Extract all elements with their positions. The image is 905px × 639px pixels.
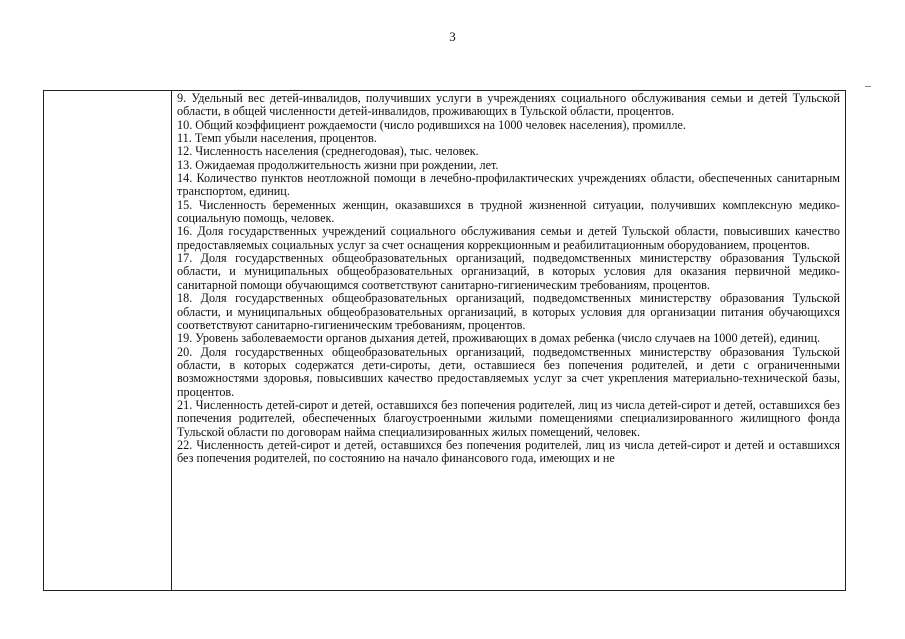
indicator-item-22: 22. Численность детей-сирот и детей, оставшихся без попечения родителей, лиц из числа детей-сирот и детей и оставшихся без попечения родителей, по состоянию на начало финансового года, имеющих и не [177, 437, 840, 466]
indicator-item-10: 10. Общий коэффициент рождаемости (число родившихся на 1000 человек населения), промилле. [177, 117, 686, 132]
indicator-item-19: 19. Уровень заболеваемости органов дыхания детей, проживающих в домах ребенка (число случаев на 1000 детей), единиц. [177, 331, 821, 346]
indicator-item-20: 20. Доля государственных общеобразовательных организаций, подведомственных министерству образования Тульской области, в которых содержатся дети-сироты, дети, оставшиеся без попечения родителей, и дети с ограниченными возможностями здоровья, повысивших качество предоставляемых услуг за счет укрепления материально-технической базы, процентов. [177, 344, 840, 399]
indicator-item-9: 9. Удельный вес детей-инвалидов, получивших услуги в учреждениях социального обслуживания семьи и детей Тульской области, в общей численности детей-инвалидов, проживающих в Тульской области, процентов. [177, 91, 840, 119]
indicator-item-18: 18. Доля государственных общеобразовательных организаций, подведомственных министерству образования Тульской области, и муниципальных общеобразовательных организаций, в которых условия для организации питания обучающихся соответствуют санитарно-гигиеническим требованиям, процентов. [177, 291, 840, 332]
scan-artifact [865, 86, 871, 87]
indicator-item-15: 15. Численность беременных женщин, оказавшихся в трудной жизненной ситуации, получивших комплексную медико-социальную помощь, человек. [177, 197, 840, 226]
indicator-item-21: 21. Численность детей-сирот и детей, оставшихся без попечения родителей, лиц из числа детей-сирот и детей, оставшихся без попечения родителей, обеспеченных благоустроенными жилыми помещениями специализированного жилищного фонда Тульской области по договорам найма специализированных жилых помещений, человек. [177, 397, 840, 439]
indicator-item-17: 17. Доля государственных общеобразовательных организаций, подведомственных министерству образования Тульской области, и муниципальных общеобразовательных организаций, в которых условия для оказания первичной медико-санитарной помощи обучающимся соответствуют санитарно-гигиеническим требованиям, процентов. [177, 251, 840, 292]
indicator-item-12: 12. Численность населения (среднегодовая), тыс. человек. [177, 144, 479, 159]
table-left-cell [44, 91, 172, 590]
indicator-item-16: 16. Доля государственных учреждений социального обслуживания семьи и детей Тульской области, повысивших качество предоставляемых социальных услуг за счет оснащения коррекционным и реабилитационным оборудованием, процентов. [177, 224, 840, 252]
table-right-cell [172, 91, 845, 590]
page-number: 3 [449, 29, 456, 44]
indicator-item-11: 11. Темп убыли населения, процентов. [177, 131, 377, 146]
indicator-item-14: 14. Количество пунктов неотложной помощи в лечебно-профилактических учреждениях области, обеспеченных санитарным транспортом, единиц. [177, 171, 840, 199]
indicator-item-13: 13. Ожидаемая продолжительность жизни при рождении, лет. [177, 157, 499, 172]
indicators-table [43, 90, 846, 591]
